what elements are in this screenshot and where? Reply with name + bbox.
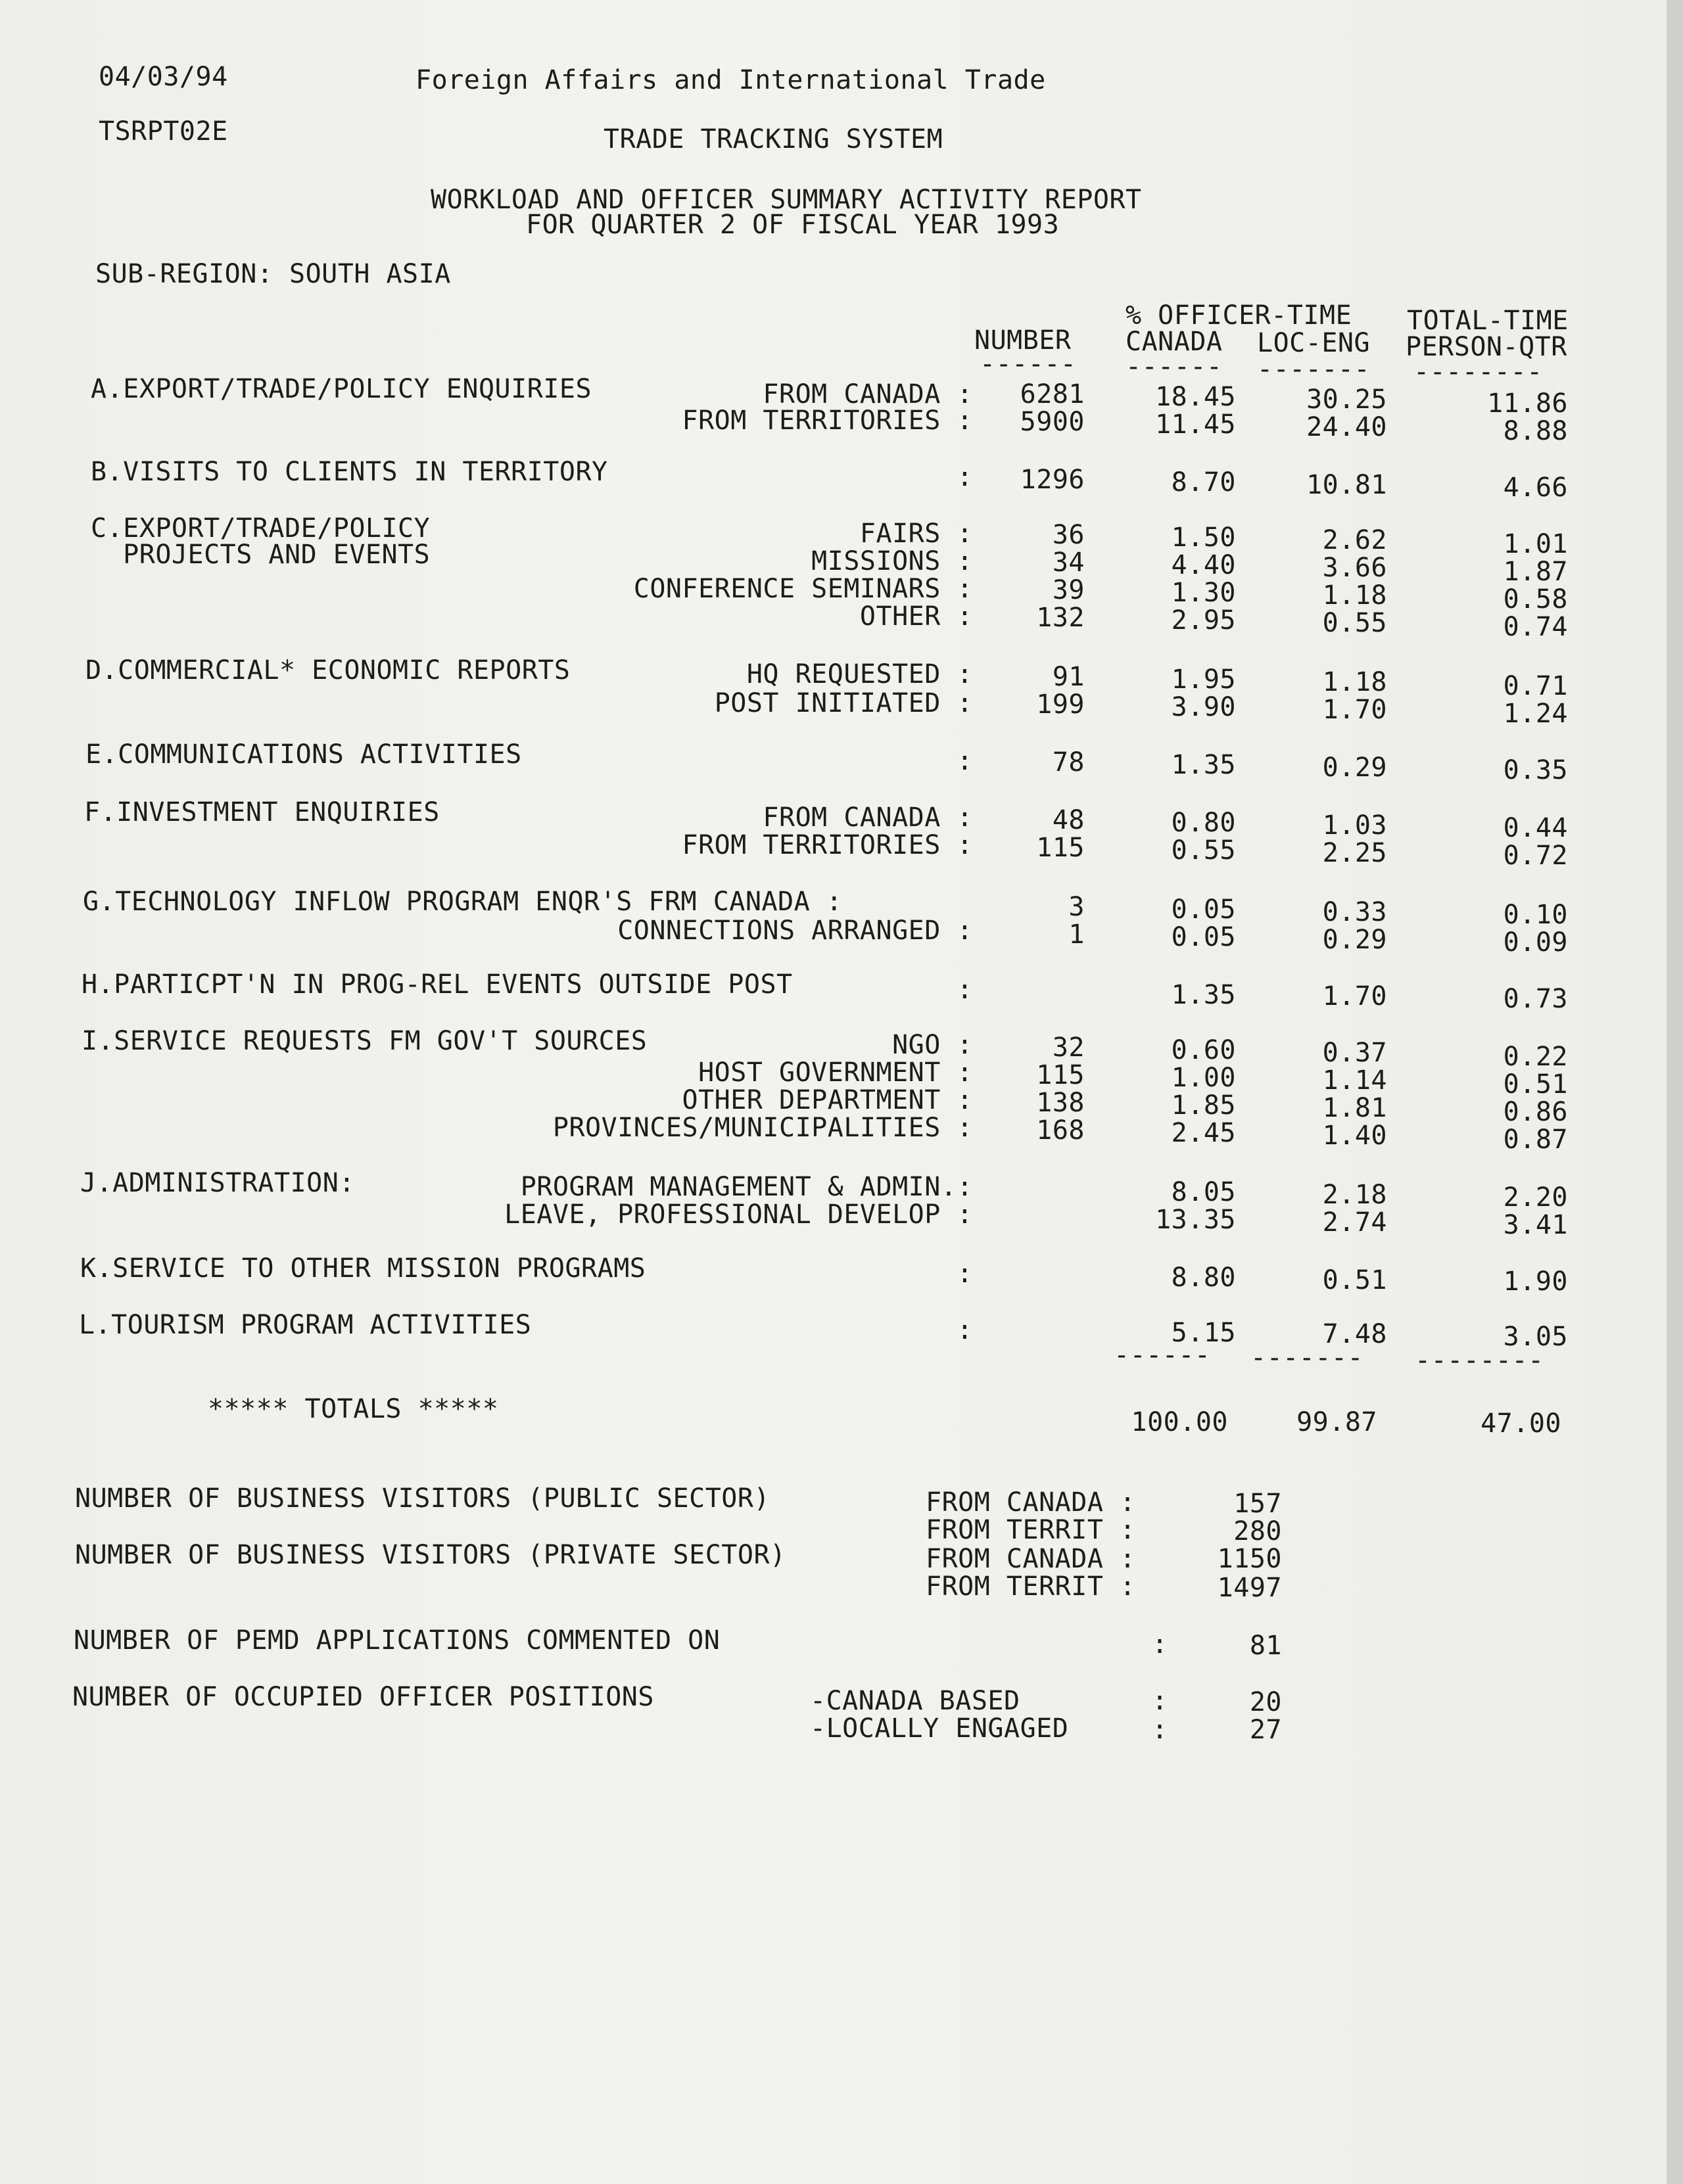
row-sublabel: :: [957, 1259, 973, 1289]
row-person-qtr: 1.01: [1503, 529, 1568, 559]
row-number: 5900: [1020, 407, 1085, 437]
row-sublabel: CONNECTIONS ARRANGED :: [617, 916, 973, 946]
private-from-canada: FROM CANADA :: [926, 1544, 1136, 1574]
row-sublabel: :: [957, 746, 973, 776]
row-label: A.EXPORT/TRADE/POLICY ENQUIRIES: [91, 374, 592, 404]
row-sublabel: FROM TERRITORIES :: [682, 406, 973, 436]
row-canada: 0.05: [1171, 922, 1236, 952]
totals-canada: 100.00: [1131, 1407, 1228, 1437]
public-visitors-label: NUMBER OF BUSINESS VISITORS (PUBLIC SECTOR): [75, 1483, 770, 1514]
row-canada: 0.55: [1171, 835, 1236, 866]
page-edge: [1667, 0, 1683, 2184]
row-canada: 18.45: [1155, 382, 1236, 412]
row-label: E.COMMUNICATIONS ACTIVITIES: [85, 739, 522, 770]
row-canada: 0.60: [1171, 1035, 1236, 1065]
canada-based-colon: :: [1152, 1686, 1168, 1716]
total-time-header: TOTAL-TIME: [1407, 306, 1569, 336]
row-sublabel: OTHER :: [859, 601, 973, 632]
row-sublabel: HQ REQUESTED :: [746, 659, 973, 689]
row-person-qtr: 0.58: [1503, 584, 1568, 615]
row-person-qtr: 3.05: [1503, 1322, 1568, 1352]
sub-region: SUB-REGION: SOUTH ASIA: [95, 259, 451, 289]
row-canada: 8.05: [1171, 1177, 1236, 1207]
report-date: 04/03/94: [99, 62, 228, 92]
row-canada: 8.80: [1171, 1263, 1236, 1293]
row-loc-eng: 2.25: [1322, 838, 1387, 868]
locally-engaged-label: -LOCALLY ENGAGED: [810, 1713, 1069, 1744]
person-qtr-underline: --------: [1413, 357, 1543, 387]
pemd-label: NUMBER OF PEMD APPLICATIONS COMMENTED ON: [74, 1625, 721, 1656]
totals-loc-eng: 99.87: [1296, 1407, 1377, 1437]
row-person-qtr: 3.41: [1503, 1210, 1568, 1240]
row-number: 138: [1036, 1088, 1085, 1118]
row-person-qtr: 0.71: [1503, 671, 1568, 701]
row-loc-eng: 1.18: [1322, 580, 1387, 611]
report-subtitle: FOR QUARTER 2 OF FISCAL YEAR 1993: [526, 210, 1060, 240]
row-sublabel: OTHER DEPARTMENT :: [682, 1085, 973, 1115]
canada-total-rule: ------: [1114, 1340, 1211, 1370]
loc-eng-total-rule: -------: [1250, 1343, 1364, 1373]
row-number: 199: [1036, 689, 1085, 720]
row-sublabel: HOST GOVERNMENT :: [698, 1057, 973, 1088]
row-label: G.TECHNOLOGY INFLOW PROGRAM ENQR'S FRM CANADA :: [83, 887, 843, 917]
public-canada-value: 157: [1233, 1489, 1282, 1519]
row-canada: 0.80: [1171, 808, 1236, 838]
row-sublabel: FROM CANADA :: [763, 802, 973, 833]
row-canada: 8.70: [1171, 467, 1236, 498]
row-label: PROJECTS AND EVENTS: [91, 540, 431, 570]
row-loc-eng: 0.51: [1322, 1265, 1387, 1295]
row-canada: 1.95: [1171, 664, 1236, 695]
row-number: 1: [1068, 919, 1085, 950]
row-number: 6281: [1020, 379, 1085, 409]
row-person-qtr: 11.86: [1487, 388, 1568, 419]
row-sublabel: FROM CANADA :: [763, 379, 973, 409]
row-canada: 1.85: [1171, 1090, 1236, 1121]
row-label: F.INVESTMENT ENQUIRIES: [84, 797, 440, 827]
locally-engaged-colon: :: [1152, 1715, 1168, 1745]
row-label: B.VISITS TO CLIENTS IN TERRITORY: [91, 457, 608, 487]
public-territ-value: 280: [1233, 1516, 1282, 1546]
row-loc-eng: 10.81: [1306, 470, 1387, 500]
report-id: TSRPT02E: [99, 116, 228, 147]
row-number: 3: [1068, 892, 1085, 922]
row-canada: 5.15: [1171, 1318, 1236, 1348]
loc-eng-header: LOC-ENG: [1257, 328, 1371, 358]
row-number: 34: [1052, 547, 1085, 578]
row-number: 1296: [1020, 465, 1085, 495]
row-label: D.COMMERCIAL* ECONOMIC REPORTS: [85, 655, 571, 685]
public-from-canada: FROM CANADA :: [926, 1487, 1136, 1518]
row-person-qtr: 0.87: [1503, 1125, 1568, 1155]
canada-based-label: -CANADA BASED: [810, 1686, 1020, 1716]
pct-officer-time-header: % OFFICER-TIME: [1126, 300, 1352, 331]
canada-header: CANADA: [1126, 327, 1223, 357]
row-person-qtr: 0.72: [1503, 841, 1568, 871]
number-underline: ------: [980, 349, 1077, 379]
row-sublabel: FROM TERRITORIES :: [682, 830, 973, 860]
row-sublabel: LEAVE, PROFESSIONAL DEVELOP :: [504, 1199, 973, 1230]
row-number: 132: [1036, 603, 1085, 633]
pemd-value: 81: [1249, 1631, 1282, 1661]
row-sublabel: CONFERENCE SEMINARS :: [633, 574, 973, 604]
row-canada: 4.40: [1171, 550, 1236, 580]
row-person-qtr: 1.90: [1503, 1266, 1568, 1297]
row-loc-eng: 0.37: [1322, 1038, 1387, 1068]
row-sublabel: :: [957, 1315, 973, 1345]
row-loc-eng: 1.14: [1322, 1065, 1387, 1096]
row-sublabel: MISSIONS :: [811, 546, 973, 576]
row-label: C.EXPORT/TRADE/POLICY: [91, 513, 431, 544]
row-loc-eng: 7.48: [1322, 1319, 1387, 1349]
row-loc-eng: 24.40: [1306, 412, 1387, 442]
loc-eng-underline: -------: [1257, 354, 1371, 384]
public-from-territ: FROM TERRIT :: [926, 1515, 1136, 1545]
row-sublabel: :: [957, 462, 973, 492]
row-loc-eng: 1.40: [1322, 1121, 1387, 1151]
row-number: 78: [1052, 747, 1085, 778]
row-loc-eng: 2.74: [1322, 1207, 1387, 1238]
person-qtr-total-rule: --------: [1415, 1345, 1544, 1376]
row-canada: 13.35: [1155, 1205, 1236, 1235]
row-person-qtr: 0.74: [1503, 612, 1568, 642]
row-person-qtr: 0.51: [1503, 1069, 1568, 1100]
row-number: 48: [1052, 805, 1085, 835]
row-person-qtr: 0.35: [1503, 755, 1568, 785]
row-person-qtr: 0.22: [1503, 1042, 1568, 1072]
row-loc-eng: 3.66: [1322, 553, 1387, 583]
row-canada: 11.45: [1155, 409, 1236, 440]
row-sublabel: :: [957, 975, 973, 1005]
row-number: 115: [1036, 833, 1085, 863]
positions-label: NUMBER OF OCCUPIED OFFICER POSITIONS: [72, 1682, 654, 1712]
row-person-qtr: 0.44: [1503, 813, 1568, 843]
number-header: NUMBER: [974, 325, 1072, 356]
system-name: TRADE TRACKING SYSTEM: [604, 124, 943, 154]
row-label: K.SERVICE TO OTHER MISSION PROGRAMS: [80, 1253, 646, 1284]
row-loc-eng: 2.18: [1322, 1180, 1387, 1210]
row-loc-eng: 0.29: [1322, 753, 1387, 783]
row-loc-eng: 0.29: [1322, 925, 1387, 955]
row-sublabel: PROGRAM MANAGEMENT & ADMIN.:: [520, 1172, 973, 1202]
row-person-qtr: 8.88: [1503, 416, 1568, 446]
row-number: 36: [1052, 520, 1085, 550]
row-loc-eng: 0.55: [1322, 608, 1387, 638]
row-label: H.PARTICPT'N IN PROG-REL EVENTS OUTSIDE POST: [82, 969, 793, 1000]
private-canada-value: 1150: [1217, 1544, 1282, 1574]
row-sublabel: FAIRS :: [859, 519, 973, 549]
locally-engaged-value: 27: [1249, 1715, 1282, 1745]
row-number: 32: [1052, 1033, 1085, 1063]
row-loc-eng: 2.62: [1322, 525, 1387, 555]
row-sublabel: PROVINCES/MUNICIPALITIES :: [552, 1113, 973, 1143]
row-person-qtr: 2.20: [1503, 1182, 1568, 1213]
row-canada: 1.35: [1171, 980, 1236, 1010]
canada-based-value: 20: [1249, 1687, 1282, 1717]
row-canada: 2.95: [1171, 605, 1236, 636]
row-number: 91: [1052, 662, 1085, 692]
row-person-qtr: 1.87: [1503, 557, 1568, 587]
row-person-qtr: 0.10: [1503, 900, 1568, 930]
canada-underline: ------: [1126, 352, 1223, 382]
row-label: I.SERVICE REQUESTS FM GOV'T SOURCES: [82, 1026, 648, 1056]
row-number: 168: [1036, 1115, 1085, 1146]
row-sublabel: NGO :: [892, 1030, 973, 1060]
row-label: L.TOURISM PROGRAM ACTIVITIES: [79, 1310, 532, 1340]
row-canada: 1.50: [1171, 523, 1236, 553]
private-territ-value: 1497: [1217, 1573, 1282, 1603]
row-loc-eng: 30.25: [1306, 384, 1387, 415]
report-title: WORKLOAD AND OFFICER SUMMARY ACTIVITY REPORT: [431, 185, 1142, 215]
row-number: 39: [1052, 575, 1085, 605]
row-loc-eng: 1.18: [1322, 667, 1387, 697]
row-loc-eng: 1.81: [1322, 1093, 1387, 1123]
row-number: 115: [1036, 1060, 1085, 1090]
row-loc-eng: 0.33: [1322, 897, 1387, 927]
row-canada: 0.05: [1171, 895, 1236, 925]
totals-person-qtr: 47.00: [1481, 1408, 1561, 1439]
private-visitors-label: NUMBER OF BUSINESS VISITORS (PRIVATE SECTOR): [75, 1540, 786, 1570]
row-canada: 2.45: [1171, 1118, 1236, 1148]
private-from-territ: FROM TERRIT :: [926, 1571, 1136, 1602]
totals-label: ***** TOTALS *****: [208, 1394, 499, 1424]
row-loc-eng: 1.70: [1322, 695, 1387, 725]
row-person-qtr: 1.24: [1503, 699, 1568, 729]
pemd-colon: :: [1152, 1629, 1168, 1660]
row-person-qtr: 0.73: [1503, 984, 1568, 1014]
row-sublabel: POST INITIATED :: [714, 688, 973, 718]
row-person-qtr: 4.66: [1503, 473, 1568, 503]
row-person-qtr: 0.09: [1503, 927, 1568, 958]
row-loc-eng: 1.03: [1322, 810, 1387, 841]
organization-name: Foreign Affairs and International Trade: [415, 65, 1046, 95]
row-canada: 1.00: [1171, 1063, 1236, 1093]
row-loc-eng: 1.70: [1322, 981, 1387, 1011]
row-canada: 1.30: [1171, 578, 1236, 608]
row-canada: 1.35: [1171, 750, 1236, 780]
person-qtr-header: PERSON-QTR: [1406, 332, 1567, 362]
row-label: J.ADMINISTRATION:: [80, 1168, 355, 1198]
row-person-qtr: 0.86: [1503, 1097, 1568, 1127]
row-canada: 3.90: [1171, 692, 1236, 722]
